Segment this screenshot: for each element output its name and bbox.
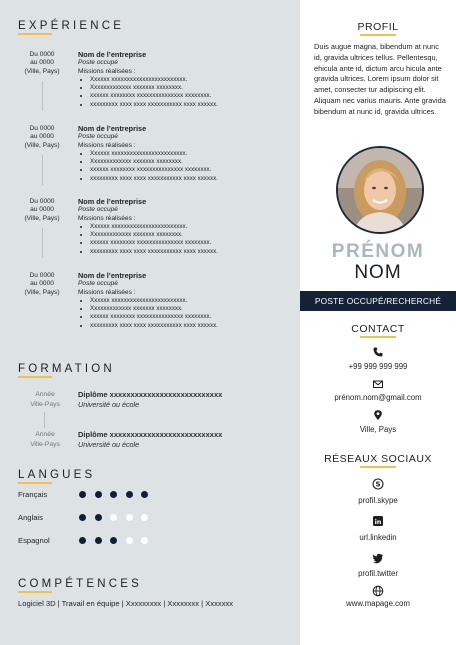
job-role: Poste occupé [78,59,118,67]
profile-text: Duis augue magna, bibendum at nunc id, gravida ultrices tellus. Pellentesqu, ehicula ante id, dictum arcu hicula ante gravida ultrices. Lorem ipsum dolor sit amet, consecter tur adipiscing elit. Aliquam nec varius mauris. Ante gravida bibendum at nunc id, gravida ultrices. [314,42,446,116]
linkedin-icon [372,515,384,527]
level-dot-empty [110,514,117,521]
timeline-line [42,155,43,185]
mission-item: • Xxxxxx xxxxxxxxxxxxxxxxxxxxxxxx. [90,150,288,158]
formation-place: Ville-Pays [30,441,60,448]
title-underline [18,376,52,378]
mission-item: • Xxxxxxxxxxxxx xxxxxxx xxxxxxxx. [90,231,288,239]
date-place: (Ville, Pays) [24,214,60,222]
envelope-icon [372,378,384,390]
right-column [300,0,456,645]
email-address: prénom.nom@gmail.com [334,393,422,402]
title-underline [360,466,396,468]
language-name: Anglais [18,513,43,522]
experience-title: EXPÉRIENCE [18,20,124,32]
company-name: Nom de l’entreprise [78,50,147,59]
level-dot-filled [110,537,117,544]
date-place: (Ville, Pays) [24,288,60,296]
missions-label: Missions réalisées : [78,141,136,149]
mission-item: • xxxxxxxxx xxxx xxxx xxxxxxxxxxx xxxx xxxxxx. [90,322,288,330]
date-to: au 0000 [30,133,54,141]
date-from: Du 0000 [29,198,55,205]
competences-title: COMPÉTENCES [18,578,142,590]
mission-item: • Xxxxxx xxxxxxxxxxxxxxxxxxxxxxxx. [90,223,288,231]
school-name: Université ou école [78,440,140,449]
profile-photo [336,146,424,234]
job-role: Poste occupé [78,280,118,288]
mission-item: • xxxxxx xxxxxxxx xxxxxxxxxxxxxxx xxxxxxxx. [90,92,288,100]
level-dot-empty [141,537,148,544]
level-dot-filled [79,491,86,498]
level-dot-empty [141,514,148,521]
language-name: Français [18,490,48,499]
title-underline [18,482,52,484]
title-underline [18,33,52,35]
svg-text:in: in [374,518,382,527]
linkedin-url[interactable]: url.linkedin [359,533,397,542]
date-from: Du 0000 [29,125,55,132]
degree-name: Diplôme xxxxxxxxxxxxxxxxxxxxxxxxxxx [78,430,223,439]
social-title: RÉSEAUX SOCIAUX [300,453,456,465]
level-dot-filled [141,491,148,498]
timeline-line [44,412,45,428]
language-name: Espagnol [18,536,50,545]
mission-item: • Xxxxxx xxxxxxxxxxxxxxxxxxxxxxxx. [90,297,288,305]
mission-item: • Xxxxxxxxxxxxx xxxxxxx xxxxxxxx. [90,158,288,166]
mission-item: • xxxxxxxxx xxxx xxxx xxxxxxxxxxx xxxx xxxxxx. [90,175,288,183]
missions-list [90,150,288,183]
title-underline [360,34,396,36]
profil-title: PROFIL [300,21,456,33]
skype-profile[interactable]: profil.skype [358,496,398,505]
job-role: Poste occupé [78,206,118,214]
level-dot-filled [95,514,102,521]
website-url[interactable]: www.mapage.com [346,599,410,608]
company-name: Nom de l’entreprise [78,197,147,206]
level-dot-filled [95,537,102,544]
last-name: NOM [354,262,402,283]
location-text: Ville, Pays [359,425,397,434]
job-role: Poste occupé [78,133,118,141]
date-place: (Ville, Pays) [24,67,60,75]
skills-list: Logiciel 3D | Travail en équipe | Xxxxxxxxx | Xxxxxxxx | Xxxxxxx [18,599,234,608]
company-name: Nom de l’entreprise [78,124,147,133]
langues-title: LANGUES [18,469,95,481]
mission-item: • Xxxxxxxxxxxxx xxxxxxx xxxxxxxx. [90,305,288,313]
location-pin-icon [372,409,384,421]
svg-text:S: S [375,480,381,489]
contact-title: CONTACT [300,323,456,335]
level-dot-filled [95,491,102,498]
mission-item: • xxxxxx xxxxxxxx xxxxxxxxxxxxxxx xxxxxxxx. [90,166,288,174]
skype-icon [372,478,384,490]
level-dot-filled [110,491,117,498]
title-underline [18,591,52,593]
level-dot-empty [126,514,133,521]
mission-item: • xxxxxx xxxxxxxx xxxxxxxxxxxxxxx xxxxxxxx. [90,239,288,247]
company-name: Nom de l’entreprise [78,271,147,280]
level-dot-filled [79,514,86,521]
mission-item: • xxxxxx xxxxxxxx xxxxxxxxxxxxxxx xxxxxxxx. [90,313,288,321]
date-place: (Ville, Pays) [24,141,60,149]
avatar [338,148,422,232]
date-from: Du 0000 [29,272,55,279]
date-to: au 0000 [30,206,54,214]
date-to: au 0000 [30,280,54,288]
timeline-line [42,81,43,111]
formation-year: Année [35,391,55,398]
degree-name: Diplôme xxxxxxxxxxxxxxxxxxxxxxxxxxx [78,390,223,399]
formation-title: FORMATION [18,363,115,375]
date-to: au 0000 [30,59,54,67]
missions-list [90,223,288,256]
phone-icon [372,346,384,358]
phone-number: +99 999 999 999 [348,362,408,371]
job-title-banner: POSTE OCCUPÉ/RECHERCHÉ [300,291,456,311]
missions-label: Missions réalisées : [78,214,136,222]
level-dot-filled [126,491,133,498]
school-name: Université ou école [78,400,140,409]
formation-year: Année [35,431,55,438]
globe-icon [372,585,384,597]
missions-list [90,297,288,330]
mission-item: • xxxxxxxxx xxxx xxxx xxxxxxxxxxx xxxx xxxxxx. [90,101,288,109]
mission-item: • xxxxxxxxx xxxx xxxx xxxxxxxxxxx xxxx xxxxxx. [90,248,288,256]
timeline-line [42,228,43,258]
missions-label: Missions réalisées : [78,67,136,75]
first-name: PRÉNOM [331,241,425,262]
twitter-icon [372,552,384,564]
formation-place: Ville-Pays [30,401,60,408]
mission-item: • Xxxxxxxxxxxxx xxxxxxx xxxxxxxx. [90,84,288,92]
level-dot-empty [126,537,133,544]
missions-list [90,76,288,109]
missions-label: Missions réalisées : [78,288,136,296]
title-underline [360,336,396,338]
level-dot-filled [79,537,86,544]
twitter-profile[interactable]: profil.twitter [358,569,398,578]
mission-item: • Xxxxxx xxxxxxxxxxxxxxxxxxxxxxxx. [90,76,288,84]
date-from: Du 0000 [29,51,55,58]
